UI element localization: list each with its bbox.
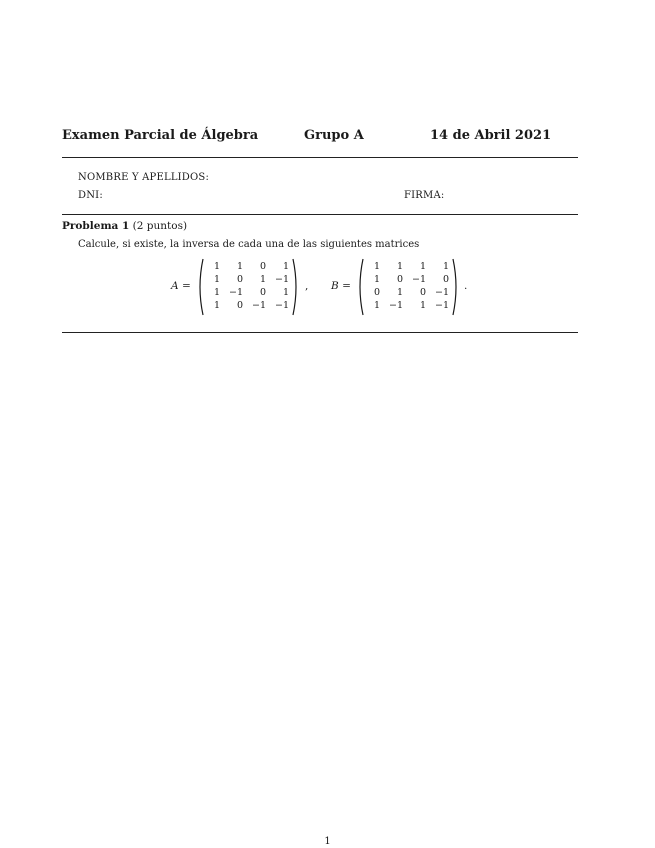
matrix-cell: 0: [259, 261, 266, 272]
right-paren-icon: [292, 258, 300, 316]
problem-statement: Calcule, si existe, la inversa de cada una de las siguientes matrices: [78, 239, 420, 250]
problem-divider: [62, 332, 578, 333]
matrix-cell: −1: [251, 300, 266, 311]
matrix-b: [356, 258, 460, 316]
matrix-cell: 1: [419, 261, 426, 272]
matrix-end-period: .: [464, 280, 468, 292]
matrix-cell: 1: [396, 287, 403, 298]
problem-title: Problema 1: [62, 220, 130, 232]
matrix-cell: 0: [442, 274, 449, 285]
name-field-label: NOMBRE Y APELLIDOS:: [78, 172, 210, 183]
matrix-cell: 1: [213, 261, 220, 272]
page-number: 1: [324, 836, 331, 847]
matrix-cell: −1: [274, 300, 289, 311]
matrix-cell: −1: [274, 274, 289, 285]
fields-divider: [62, 214, 578, 215]
matrix-b-label: [331, 280, 351, 292]
matrix-cell: −1: [411, 274, 426, 285]
matrix-a: [196, 258, 300, 316]
matrix-cell: −1: [434, 287, 449, 298]
matrix-cell: 1: [373, 261, 380, 272]
matrix-a-symbol: A: [171, 280, 179, 292]
matrix-cell: −1: [388, 300, 403, 311]
dni-field-label: DNI:: [78, 190, 103, 201]
matrix-cell: 1: [259, 274, 266, 285]
matrix-cell: 1: [213, 274, 220, 285]
matrix-a-label: [171, 280, 191, 292]
header-divider: [62, 157, 578, 158]
problem-heading: [62, 220, 187, 232]
matrix-cell: 0: [419, 287, 426, 298]
exam-header: [62, 128, 578, 146]
matrix-cell: 0: [259, 287, 266, 298]
matrix-cell: 1: [373, 274, 380, 285]
matrix-cell: 1: [373, 300, 380, 311]
exam-title: Examen Parcial de Álgebra: [62, 128, 259, 143]
matrix-cell: 1: [213, 300, 220, 311]
matrix-b-equals: =: [342, 280, 351, 292]
exam-date: 14 de Abril 2021: [430, 128, 552, 143]
matrix-cell: 0: [396, 274, 403, 285]
signature-field-label: FIRMA:: [404, 190, 445, 201]
matrix-cell: 1: [213, 287, 220, 298]
matrix-cell: 1: [282, 261, 289, 272]
exam-group: Grupo A: [304, 128, 364, 143]
matrix-cell: 0: [373, 287, 380, 298]
problem-points: (2 puntos): [132, 220, 188, 232]
matrix-cell: −1: [228, 287, 243, 298]
matrix-cell: 1: [419, 300, 426, 311]
matrix-cell: 1: [442, 261, 449, 272]
matrix-cell: 0: [236, 300, 243, 311]
matrix-b-symbol: B: [331, 280, 339, 292]
matrix-cell: 1: [396, 261, 403, 272]
matrix-cell: 0: [236, 274, 243, 285]
matrix-cell: 1: [282, 287, 289, 298]
matrix-a-equals: =: [181, 280, 191, 292]
matrix-cell: 1: [236, 261, 243, 272]
matrix-separator: ,: [305, 280, 309, 292]
matrix-cell: −1: [434, 300, 449, 311]
right-paren-icon: [452, 258, 460, 316]
